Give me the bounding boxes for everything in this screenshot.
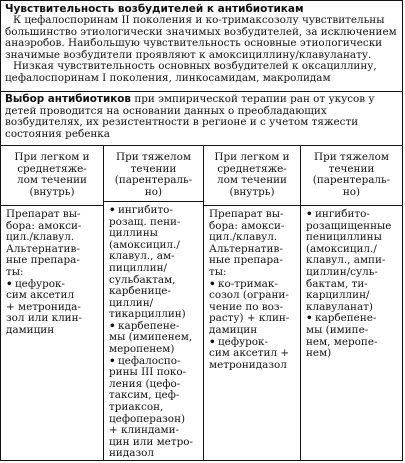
column-header: При тяжелом течении (парентераль- но) [104, 146, 203, 202]
selection-lead: Выбор антибиотиков [5, 93, 132, 105]
bullet-item-first-line: цефурок- [15, 277, 65, 290]
body-line: ные препара- [6, 254, 80, 267]
bullet-item-continuation: мы (имипенем, меропенем) [109, 331, 193, 356]
bullet-item-continuation: сим аксетил + метронида- зол или клин- дамицин [6, 289, 83, 336]
sensitivity-heading: Чувствительность возбудителей к антибиотикам [5, 3, 304, 15]
body-line: Препарат вы- [6, 208, 81, 220]
body-line: ты: [209, 265, 227, 278]
bullet-dot-icon: • [109, 203, 116, 216]
bullet-dot-icon: • [209, 277, 216, 290]
body-line: Альтернатив- [209, 242, 283, 255]
bullet-item-first-line: цефалоспо- [118, 354, 181, 367]
body-line: бора: амокси- [6, 219, 82, 232]
body-line: Альтернатив- [6, 242, 80, 255]
sensitivity-section [1, 1, 402, 92]
body-line: ты: [6, 265, 24, 278]
column-severe-parenteral-1 [104, 146, 204, 460]
bullet-item [306, 209, 399, 221]
bullet-dot-icon: • [109, 319, 116, 332]
bullet-item-first-line: карбепене- [118, 319, 180, 332]
regimen-grid [1, 146, 402, 460]
bullet-item-first-line: ингибито- [315, 208, 370, 220]
bullet-item-continuation: созол (ограни- чение по воз- расту) + клин- дамицин [209, 289, 290, 336]
column-header: При легком и среднетяже- лом течении (внутрь) [1, 146, 103, 206]
column-header: При тяжелом течении (парентераль- но) [301, 146, 402, 206]
selection-paragraph [5, 94, 398, 140]
bullet-item-continuation: мы (имипе- нем, меропе- нем) [306, 323, 378, 360]
bullet-item-first-line: карбепене- [315, 312, 377, 325]
bullet-item [109, 205, 200, 217]
bullet-item-continuation: розащ. пени- циллины (амоксицил./ клавул., ам- пициллин/ сульбактам, карбенице- циллин/ тикарциллин) [109, 215, 186, 321]
bullet-item-continuation: розащищенные пенициллины (амоксицил./ клавул., ампи- циллин/суль- бактам, ти- карциллин/ клавуланат) [306, 219, 392, 313]
body-line: цил./клавул. [6, 231, 75, 244]
column-severe-parenteral-2 [301, 146, 402, 460]
body-line: Препарат вы- [209, 208, 284, 220]
bullet-item-continuation: сим аксетил + метронидазол [209, 347, 290, 371]
body-line: бора: амокси- [209, 219, 285, 232]
column-body [1, 206, 103, 337]
column-header: При легком и среднетяже- лом течении (внутрь) [204, 146, 300, 206]
selection-text: при эмпирической терапии ран от укусов у детей проводится на основании данных о преобладающих возбудителях, их резистентности в регионе и с учетом тяжести состояния ребенка [5, 93, 375, 140]
bullet-item-first-line: ингибито- [118, 203, 173, 216]
column-body [204, 206, 300, 371]
sensitivity-paragraph-2: Низкая чувствительность основных возбудителей к оксациллину, цефалоспоринам I поколения, линкосамидам, макролидам [5, 60, 377, 84]
bullet-item-continuation: рины III поко- ления (цефо- таксим, цеф- триаксон, цефоперазон) + клиндами- цин или метро- нидазол [109, 366, 193, 460]
column-mild-oral-1 [1, 146, 104, 460]
column-mild-oral-2 [204, 146, 301, 460]
bullet-dot-icon: • [306, 208, 313, 220]
body-line: цил./клавул. [209, 231, 278, 244]
bullet-dot-icon: • [109, 354, 116, 367]
body-line: ные препара- [209, 254, 283, 267]
bullet-dot-icon: • [6, 277, 13, 290]
column-body [104, 202, 203, 460]
sensitivity-paragraph-1: К цефалоспоринам II поколения и ко-тримаксозолу чувствительны большинство этиологически значимых возбудителей, за исключением анаэробов. Наибольшую чувствительность основные этиологически значимые возбудители проявляют к амоксициллину/клавуланату. [5, 14, 397, 61]
column-body [301, 206, 402, 360]
bullet-dot-icon: • [306, 312, 313, 325]
bullet-item-first-line: ко-тримак- [218, 277, 278, 290]
bullet-item-first-line: цефурок- [218, 335, 268, 348]
bullet-dot-icon: • [209, 335, 216, 348]
selection-section [1, 92, 402, 146]
